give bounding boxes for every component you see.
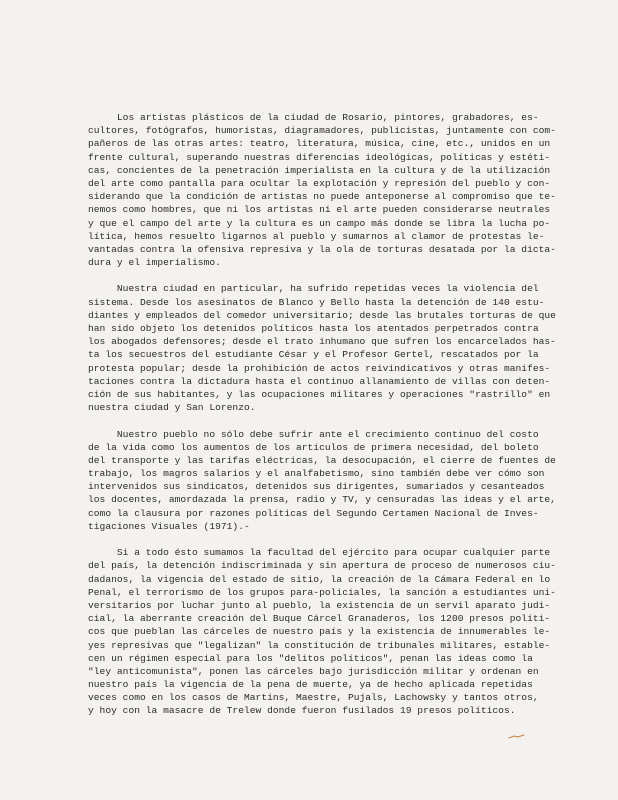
text-line: Nuestra ciudad en particular, ha sufrido repetidas veces la violencia del	[88, 283, 539, 295]
text-line: siderando que la condición de artistas no puede anteponerse al compromiso que te-	[88, 191, 556, 203]
paragraph	[88, 111, 556, 269]
text-line: como la clausura por razones políticas del Segundo Certamen Nacional de Inves-	[88, 507, 539, 519]
text-line: de la vida como los aumentos de los artículos de primera necesidad, del boleto	[88, 441, 539, 453]
text-line: los docentes, amordazada la prensa, radio y TV, y censuradas las ideas y el arte,	[88, 494, 556, 506]
text-line: del transporte y las tarifas eléctricas, la desocupación, el cierre de fuentes de	[88, 454, 556, 466]
text-line: vantadas contra la ofensiva represiva y la ola de torturas desatada por la dicta-	[88, 243, 556, 255]
text-line: tigaciones Visuales (1971).-	[88, 520, 250, 532]
pen-mark-icon	[508, 734, 526, 740]
text-line: y hoy con la masacre de Trelew donde fueron fusilados 19 presos políticos.	[88, 705, 516, 717]
text-line: dura y el imperialismo.	[88, 257, 221, 269]
text-line: Nuestro pueblo no sólo debe sufrir ante el crecimiento continuo del costo	[88, 428, 539, 440]
text-line: versitarios por luchar junto al pueblo, la existencia de un servil aparato judi-	[88, 599, 551, 611]
text-line: trabajo, los magros salarios y el analfabetismo, sino también debe ver cómo son	[88, 468, 545, 480]
paragraph	[88, 428, 556, 534]
text-line: los abogados defensores; desde el trato inhumano que sufren los encarcelados has-	[88, 336, 556, 348]
text-line: cen un régimen especial para los "delitos políticos", penan las ideas como la	[88, 652, 533, 664]
text-line: ción de sus habitantes, y las ocupaciones militares y operaciones "rastrillo" en	[88, 388, 551, 400]
text-line: protesta popular; desde la prohibición de actos reivindicativos y otras manifes-	[88, 362, 551, 374]
text-line: intervenidos sus sindicatos, detenidos sus dirigentes, sumariados y cesanteados	[88, 481, 545, 493]
text-line: nemos como hombres, que ni los artistas ni el arte pueden considerarse neutrales	[88, 204, 551, 216]
text-line: han sido objeto los detenidos políticos hasta los atentados perpetrados contra	[88, 323, 539, 334]
text-line: diantes y empleados del comedor universitario; desde las brutales torturas de que	[88, 309, 556, 321]
text-line: del arte como pantalla para ocultar la explotación y represión del pueblo y con-	[88, 177, 551, 189]
text-line: lítica, hemos resuelto ligarnos al pueblo y sumarnos al clamor de protestas le-	[88, 230, 545, 242]
text-line: ta los secuestros del estudiante César y el Profesor Gertel, rescatados por la	[88, 349, 539, 361]
document-body	[88, 111, 556, 718]
paragraph	[88, 282, 556, 414]
text-line: Los artistas plásticos de la ciudad de Rosario, pintores, grabadores, es-	[88, 112, 539, 123]
paragraph	[88, 546, 556, 717]
text-line: dadanos, la vigencia del estado de sitio, la creación de la Cámara Federal en lo	[88, 573, 551, 585]
text-line: frente cultural, superando nuestras diferencias ideológicas, políticas y estéti-	[88, 151, 551, 163]
text-line: sistema. Desde los asesinatos de Blanco y Bello hasta la detención de 140 estu-	[88, 296, 545, 308]
text-line: del país, la detención indiscriminada y sin apertura de proceso de numerosos ciu-	[88, 560, 556, 572]
text-line: nuestro país la vigencia de la pena de muerte, ya de hecho aplicada repetidas	[88, 679, 533, 691]
text-line: y que el campo del arte y la cultura es un campo más donde se libra la lucha po-	[88, 217, 551, 229]
text-line: cultores, fotógrafos, humoristas, diagramadores, publicistas, juntamente con com-	[88, 125, 556, 137]
text-line: cial, la aberrante creación del Buque Cárcel Granaderos, los 1200 presos políti-	[88, 613, 551, 625]
text-line: Penal, el terrorismo de los grupos para-policiales, la sanción a estudiantes uni-	[88, 586, 556, 598]
text-line: cas, concientes de la penetración imperialista en la cultura y de la utilización	[88, 164, 551, 176]
text-line: taciones contra la dictadura hasta el continuo allanamiento de villas con deten-	[88, 375, 551, 387]
text-line: veces como en los casos de Martins, Maestre, Pujals, Lachowsky y tantos otros,	[88, 692, 539, 704]
text-line: nuestra ciudad y San Lorenzo.	[88, 402, 256, 414]
text-line: cos que pueblan las cárceles de nuestro país y la existencia de innumerables le-	[88, 626, 551, 638]
text-line: pañeros de las otras artes: teatro, literatura, música, cine, etc., unidos en un	[88, 138, 551, 150]
text-line: "ley anticomunista", ponen las cárceles bajo jurisdicción militar y ordenan en	[88, 665, 539, 677]
text-line: yes represivas que "legalizan" la constitución de tribunales militares, estable-	[88, 639, 551, 651]
text-line: Si a todo ésto sumamos la facultad del ejército para ocupar cualquier parte	[88, 547, 551, 559]
